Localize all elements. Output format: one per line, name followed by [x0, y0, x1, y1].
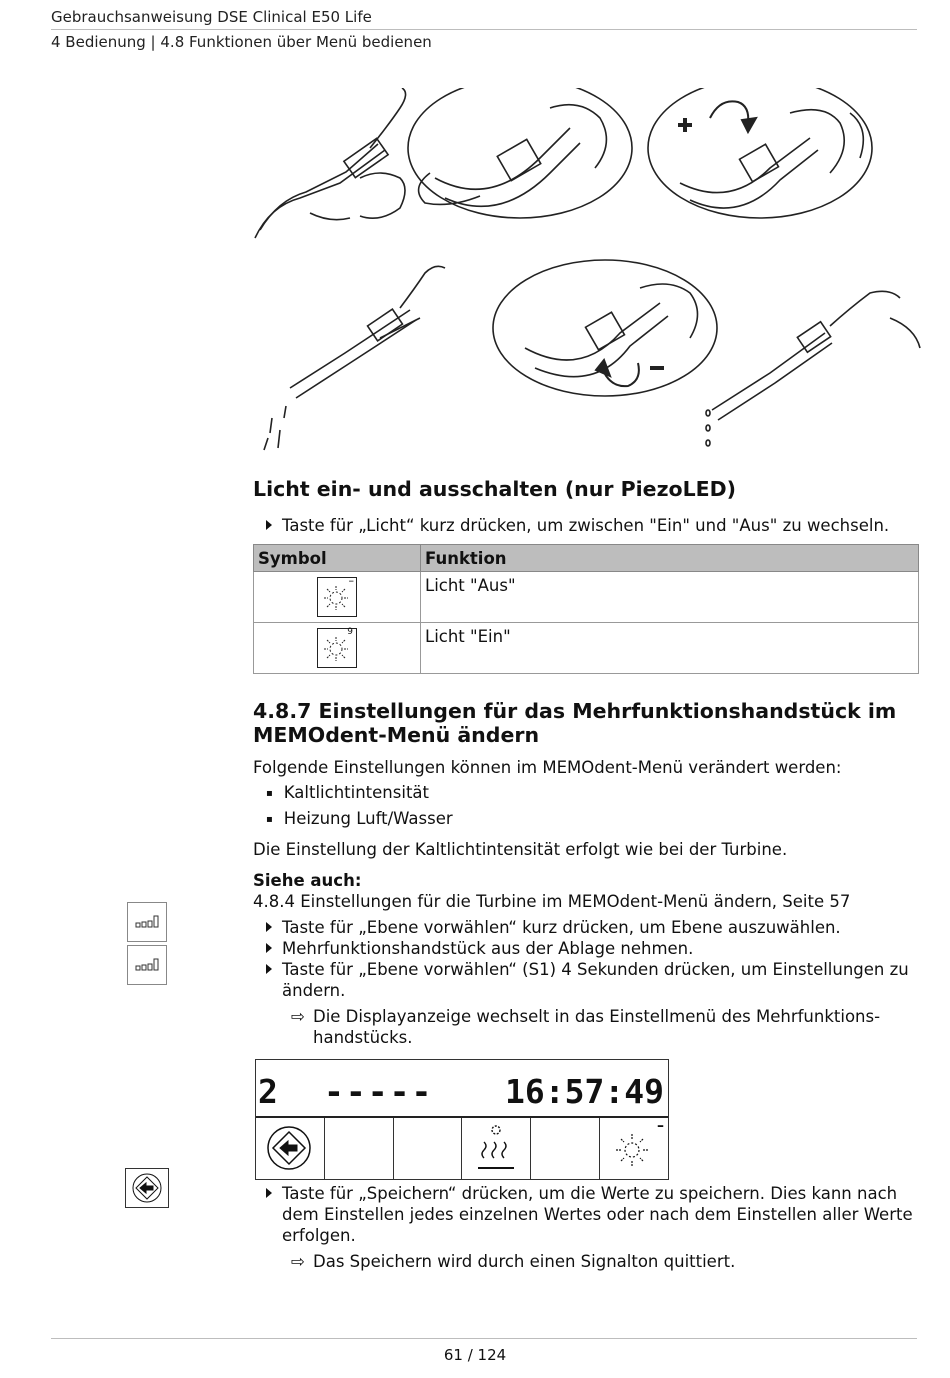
symbol-cell: [254, 572, 421, 623]
display-status-row: [256, 1060, 668, 1118]
step-item: Mehrfunktionshandstück aus der Ablage nehmen.: [266, 938, 918, 959]
handpiece-drops-figure: [706, 291, 920, 446]
symbol-cell: [254, 623, 421, 674]
see-also-label: Siehe auch:: [253, 871, 362, 890]
handpiece-illustration: [250, 88, 930, 458]
header-divider: [51, 29, 917, 30]
light-off-icon: –: [317, 577, 357, 617]
note-text: Die Einstellung der Kaltlichtintensität erfolgt wie bei der Turbine.: [253, 840, 788, 859]
plus-icon: [678, 118, 692, 132]
triangle-bullet-icon: [266, 943, 272, 953]
step-item: Taste für „Ebene vorwählen“ (S1) 4 Sekunden drücken, um Einstellungen zu ändern.: [266, 959, 922, 1001]
handpiece-hand-figure: [255, 88, 406, 238]
function-cell: Licht "Aus": [421, 572, 919, 623]
result-arrow-icon: ⇨: [291, 1252, 305, 1271]
empty-softkey[interactable]: [531, 1118, 600, 1179]
list-item: ▪ Kaltlichtintensität: [266, 783, 429, 802]
rotate-arrow-icon: [596, 360, 639, 386]
light-step: [266, 515, 918, 536]
list-item: ▪ Heizung Luft/Wasser: [266, 809, 453, 828]
handpiece-spray-figure: [264, 266, 445, 450]
section-breadcrumb: 4 Bedienung | 4.8 Funktionen über Menü bedienen: [51, 33, 432, 51]
result-arrow-icon: ⇨: [291, 1007, 305, 1026]
light-section-heading: Licht ein- und ausschalten (nur PiezoLED): [253, 477, 737, 501]
display-dashes: -----: [324, 1072, 434, 1111]
table-header-row: [254, 545, 919, 572]
display-softkeys: [256, 1118, 668, 1179]
empty-softkey[interactable]: [325, 1118, 394, 1179]
step-item: Taste für „Speichern“ drücken, um die Werte zu speichern. Dies kann nach dem Einstellen jedes einzelnen Wertes oder nach dem Einstellen aller Werte erfolgen.: [266, 1183, 922, 1246]
result-item: ⇨ Das Speichern wird durch einen Signalton quittiert.: [291, 1252, 736, 1271]
heating-icon: [476, 1122, 516, 1174]
rotate-arrow-icon: [710, 101, 756, 132]
triangle-bullet-icon: [266, 520, 272, 530]
display-level: 2: [258, 1072, 278, 1111]
section-intro: Folgende Einstellungen können im MEMOdent-Menü verändert werden:: [253, 758, 842, 777]
footer-divider: [51, 1338, 917, 1339]
magnifier-circle-1: [408, 88, 632, 218]
heating-softkey[interactable]: [462, 1118, 531, 1179]
save-softkey[interactable]: [256, 1118, 325, 1179]
see-also-link[interactable]: 4.8.4 Einstellungen für die Turbine im MEMOdent-Menü ändern, Seite 57: [253, 892, 851, 911]
level-select-icon: [127, 945, 167, 985]
display-time: 16:57:49: [505, 1072, 664, 1111]
triangle-bullet-icon: [266, 1188, 272, 1198]
save-icon: [264, 1124, 314, 1172]
light-symbol-table: [253, 544, 919, 674]
page-number: 61 / 124: [443, 1346, 507, 1364]
light-level-badge: –: [656, 1118, 664, 1134]
col-function-header: Funktion: [421, 545, 919, 572]
triangle-bullet-icon: [266, 964, 272, 974]
step-item: Taste für „Ebene vorwählen“ kurz drücken, um Ebene auszuwählen.: [266, 917, 918, 938]
table-row: [254, 623, 919, 674]
magnifier-circle-2: [648, 88, 872, 218]
result-item: ⇨ Die Displayanzeige wechselt in das Einstellmenü des Mehrfunktions- handstücks.: [291, 1007, 881, 1047]
empty-softkey[interactable]: [394, 1118, 463, 1179]
col-symbol-header: Symbol: [254, 545, 421, 572]
memodent-display: [255, 1059, 669, 1180]
light-on-icon: 9: [317, 628, 357, 668]
light-icon: [612, 1126, 656, 1170]
table-row: [254, 572, 919, 623]
section-487-heading: 4.8.7 Einstellungen für das Mehrfunktionshandstück im MEMOdent-Menü ändern: [253, 699, 897, 747]
save-icon: [125, 1168, 169, 1208]
level-select-icon: [127, 902, 167, 942]
triangle-bullet-icon: [266, 922, 272, 932]
light-step-text: Taste für „Licht“ kurz drücken, um zwischen "Ein" und "Aus" zu wechseln.: [282, 516, 890, 535]
document-title: Gebrauchsanweisung DSE Clinical E50 Life: [51, 8, 372, 26]
light-softkey[interactable]: [600, 1118, 668, 1179]
function-cell: Licht "Ein": [421, 623, 919, 674]
